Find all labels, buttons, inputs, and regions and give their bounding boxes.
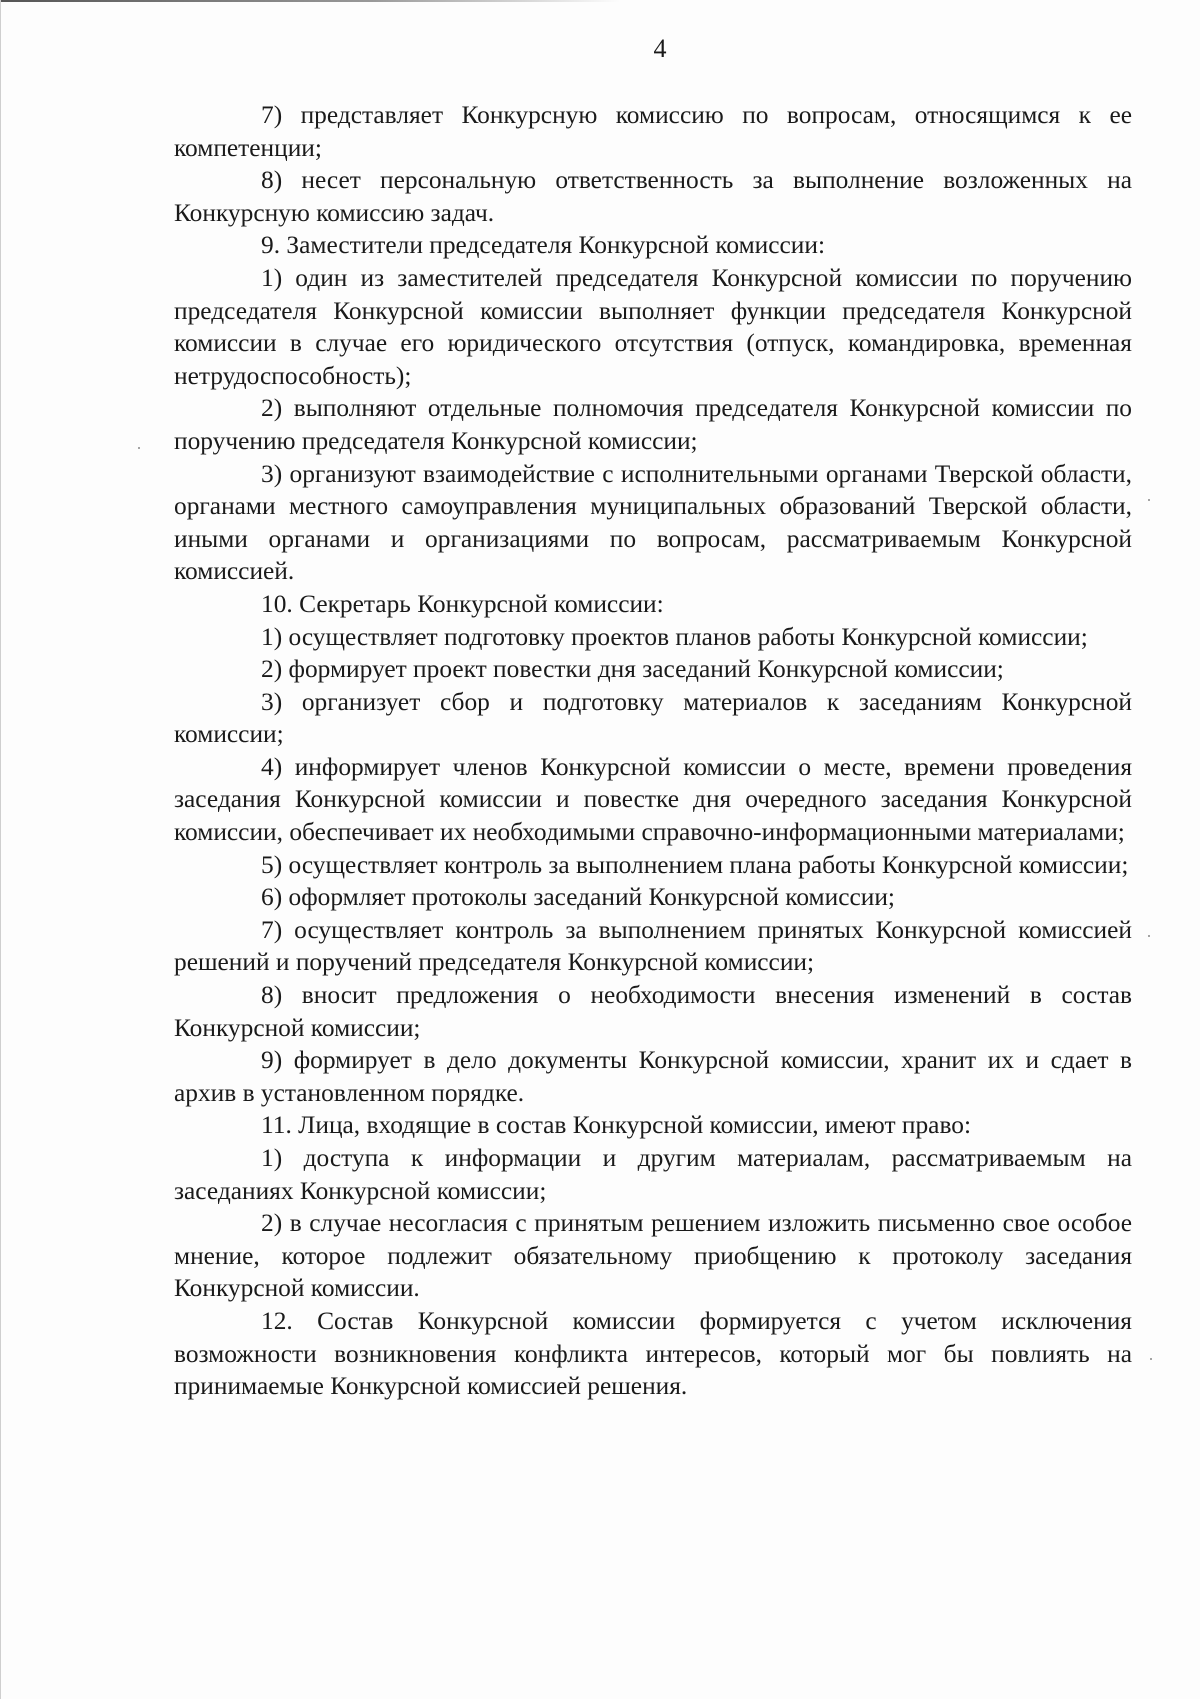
scan-speck: [1150, 1358, 1152, 1360]
section-11-heading: 11. Лица, входящие в состав Конкурсной комиссии, имеют право:: [261, 1111, 972, 1140]
scan-speck: [1148, 499, 1150, 501]
section-12: 12. Состав Конкурсной комиссии формируется с учетом исключения возможности возникновения конфликта интересов, который мог бы повлиять на принимаемые Конкурсной комиссией решения.: [174, 1306, 1132, 1401]
section-10-item-6: 6) оформляет протоколы заседаний Конкурсной комиссии;: [261, 883, 895, 912]
section-11-item-2: 2) в случае несогласия с принятым решением изложить письменно свое особое мнение, которое подлежит обязательному приобщению к протоколу заседания Конкурсной комиссии.: [174, 1209, 1132, 1303]
section-10-item-2: 2) формирует проект повестки дня заседаний Конкурсной комиссии;: [261, 655, 1004, 684]
section-9-item-1: 1) один из заместителей председателя Конкурсной комиссии по поручению председателя Конкурсной комиссии выполняет функции председателя Конкурсной комиссии в случае его юридического отсутствия (отпуск, командировка, временная нетрудоспособность);: [174, 263, 1132, 390]
paragraph-8-responsibility: 8) несет персональную ответственность за выполнение возложенных на Конкурсную комиссию задач.: [174, 166, 1132, 227]
paragraph-7-represent: 7) представляет Конкурсную комиссию по вопросам, относящимся к ее компетенции;: [174, 101, 1132, 162]
scan-speck: [1148, 935, 1150, 937]
section-9-heading: 9. Заместители председателя Конкурсной комиссии:: [261, 231, 826, 260]
section-10-item-3: 3) организует сбор и подготовку материалов к заседаниям Конкурсной комиссии;: [174, 687, 1132, 749]
section-11-item-1: 1) доступа к информации и другим материалам, рассматриваемым на заседаниях Конкурсной комиссии;: [174, 1144, 1132, 1205]
section-10-item-4: 4) информирует членов Конкурсной комиссии о месте, времени проведения заседания Конкурсной комиссии и повестке дня очередного заседания Конкурсной комиссии, обеспечивает их необходимыми справочно-информационными материалами;: [174, 752, 1132, 847]
scan-edge-top: [0, 0, 620, 2]
section-10-item-1: 1) осуществляет подготовку проектов планов работы Конкурсной комиссии;: [261, 622, 1088, 651]
scan-edge-left: [0, 0, 1, 1699]
section-10-item-7: 7) осуществляет контроль за выполнением принятых Конкурсной комиссией решений и поручений председателя Конкурсной комиссии;: [174, 915, 1132, 977]
section-10-item-9: 9) формирует в дело документы Конкурсной комиссии, хранит их и сдает в архив в установленном порядке.: [174, 1046, 1132, 1107]
scan-speck: [138, 447, 140, 449]
section-9-item-3: 3) организуют взаимодействие с исполнительными органами Тверской области, органами местного самоуправления муниципальных образований Тверской области, иными органами и организациями по вопросам, рассматриваемым Конкурсной комиссией.: [174, 459, 1132, 586]
document-body: [174, 99, 1132, 1403]
section-9-item-2: 2) выполняют отдельные полномочия председателя Конкурсной комиссии по поручению председателя Конкурсной комиссии;: [174, 394, 1132, 455]
section-10-item-5: 5) осуществляет контроль за выполнением плана работы Конкурсной комиссии;: [261, 850, 1129, 879]
section-10-heading: 10. Секретарь Конкурсной комиссии:: [261, 589, 664, 618]
page-number: 4: [653, 34, 667, 63]
section-10-item-8: 8) вносит предложения о необходимости внесения изменений в состав Конкурсной комиссии;: [174, 981, 1132, 1042]
